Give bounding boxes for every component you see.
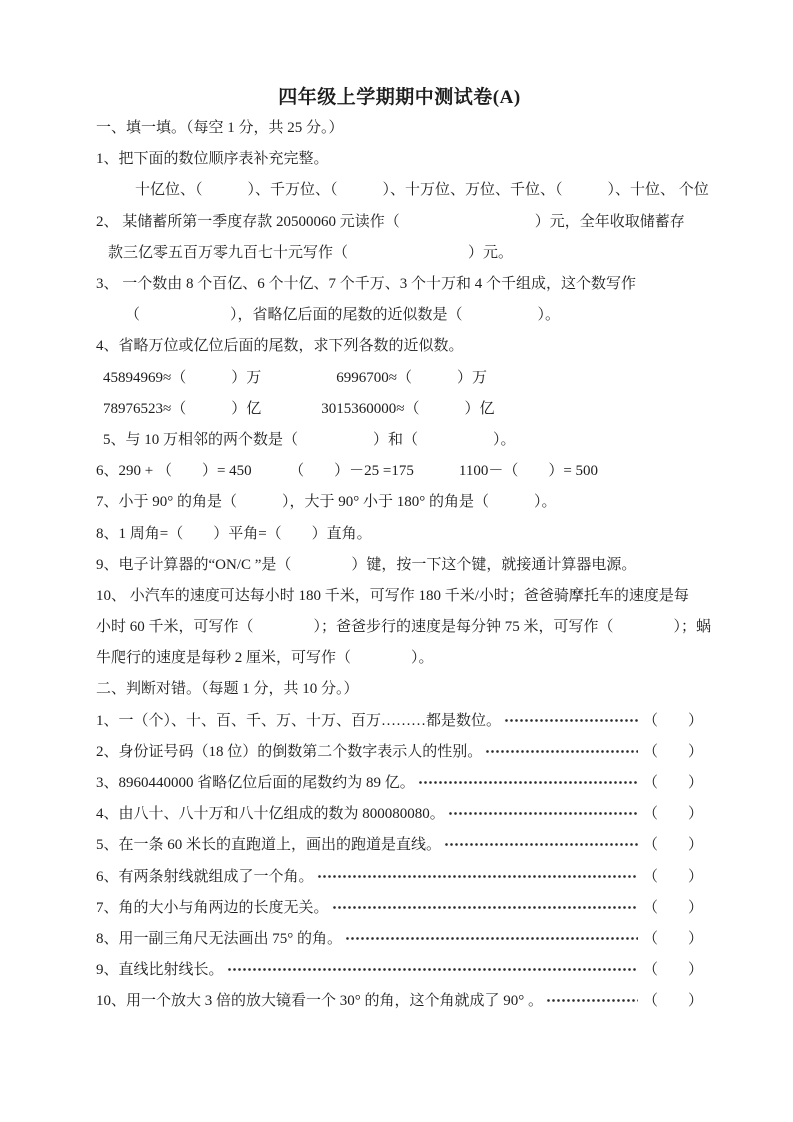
fill-line-q10: 10、 小汽车的速度可达每小时 180 千米，可写作 180 千米/小时；爸爸骑摩托车的速度是每: [96, 587, 689, 604]
judge-item-5: [96, 828, 703, 859]
fill-line-q4-row2: 78976523≈（ ）亿 3015360000≈（ ）亿: [103, 400, 495, 417]
fill-line-q4-row1: 45894969≈（ ）万 6996700≈（ ）万: [103, 369, 487, 386]
dot-leader: [546, 993, 638, 1008]
fill-line-q3-cont: （ ），省略亿后面的尾数的近似数是（ ）。: [125, 307, 561, 324]
dot-leader: [317, 869, 638, 884]
fill-line-q10-cont2: 牛爬行的速度是每秒 2 厘米，可写作（ ）。: [96, 650, 434, 667]
answer-bracket: （ ）: [642, 743, 703, 760]
answer-bracket: （ ）: [642, 775, 703, 792]
dot-leader: [448, 806, 638, 821]
dot-leader: [485, 744, 638, 759]
fill-line-q3: 3、 一个数由 8 个百亿、6 个十亿、7 个千万、3 个十万和 4 个千组成，这个数写作: [96, 276, 637, 293]
fill-line-q4: 4、省略万位或亿位后面的尾数，求下列各数的近似数。: [96, 338, 464, 355]
page-title: 四年级上学期期中测试卷(A): [278, 87, 521, 108]
judge-section-heading: 二、判断对错。（每题 1 分，共 10 分。）: [96, 681, 359, 698]
fill-line-q1: 1、把下面的数位顺序表补充完整。: [96, 151, 329, 168]
answer-bracket: （ ）: [642, 806, 703, 823]
fill-section-heading: 一、填一填。（每空 1 分，共 25 分。）: [96, 120, 344, 137]
judge-item-text: 6、有两条射线就组成了一个角。: [96, 868, 314, 885]
judge-item-10: [96, 984, 703, 1015]
judge-item-4: [96, 797, 703, 828]
answer-bracket: （ ）: [642, 837, 703, 854]
judge-item-text: 3、8960440000 省略亿位后面的尾数约为 89 亿。: [96, 775, 415, 792]
judge-item-text: 1、一（个）、十、百、千、万、十万、百万………都是数位。: [96, 712, 502, 729]
judge-item-8: [96, 922, 703, 953]
fill-line-q5: 5、与 10 万相邻的两个数是（ ）和（ ）。: [103, 431, 516, 448]
fill-line-q6: 6、290 + （ ）= 450 （ ）－25 =175 1100－（ ）= 500: [96, 463, 599, 480]
dot-leader: [332, 900, 638, 915]
answer-bracket: （ ）: [642, 930, 703, 947]
answer-bracket: （ ）: [642, 962, 703, 979]
fill-line-q9: 9、电子计算器的“ON/C ”是（ ）键，按一下这个键，就接通计算器电源。: [96, 556, 637, 573]
fill-line-q2-cont: 款三亿零五百万零九百七十元写作（ ）元。: [108, 244, 514, 261]
dot-leader: [504, 713, 638, 728]
fill-line-q1-places: 十亿位、（ ）、千万位、（ ）、十万位、万位、千位、（ ）、十位、 个位: [135, 182, 709, 199]
judge-item-6: [96, 860, 703, 891]
judge-item-text: 10、用一个放大 3 倍的放大镜看一个 30° 的角，这个角就成了 90° 。: [96, 993, 543, 1010]
answer-bracket: （ ）: [642, 899, 703, 916]
answer-bracket: （ ）: [642, 868, 703, 885]
judge-item-1: [96, 704, 703, 735]
judge-item-7: [96, 891, 703, 922]
judge-item-text: 4、由八十、八十万和八十亿组成的数为 800080080。: [96, 806, 445, 823]
judge-item-text: 8、用一副三角尺无法画出 75° 的角。: [96, 930, 343, 947]
fill-line-q10-cont1: 小时 60 千米，可写作（ ）；爸爸步行的速度是每分钟 75 米，可写作（ ）；蜗: [96, 619, 712, 636]
fill-line-q7: 7、小于 90° 的角是（ ），大于 90° 小于 180° 的角是（ ）。: [96, 494, 557, 511]
fill-line-q2: 2、 某储蓄所第一季度存款 20500060 元读作（ ）元，全年收取储蓄存: [96, 213, 685, 230]
judge-item-2: [96, 735, 703, 766]
fill-line-q8: 8、1 周角=（ ）平角=（ ）直角。: [96, 525, 372, 542]
answer-bracket: （ ）: [642, 993, 703, 1010]
judge-item-9: [96, 953, 703, 984]
judge-item-3: [96, 766, 703, 797]
judge-item-text: 5、在一条 60 米长的直跑道上，画出的跑道是直线。: [96, 837, 442, 854]
judge-item-text: 9、直线比射线长。: [96, 962, 224, 979]
dot-leader: [444, 837, 638, 852]
judge-item-text: 7、角的大小与角两边的长度无关。: [96, 899, 329, 916]
dot-leader: [418, 775, 638, 790]
dot-leader: [345, 931, 638, 946]
judge-item-text: 2、身份证号码（18 位）的倒数第二个数字表示人的性别。: [96, 743, 483, 760]
answer-bracket: （ ）: [642, 712, 703, 729]
dot-leader: [227, 962, 638, 977]
